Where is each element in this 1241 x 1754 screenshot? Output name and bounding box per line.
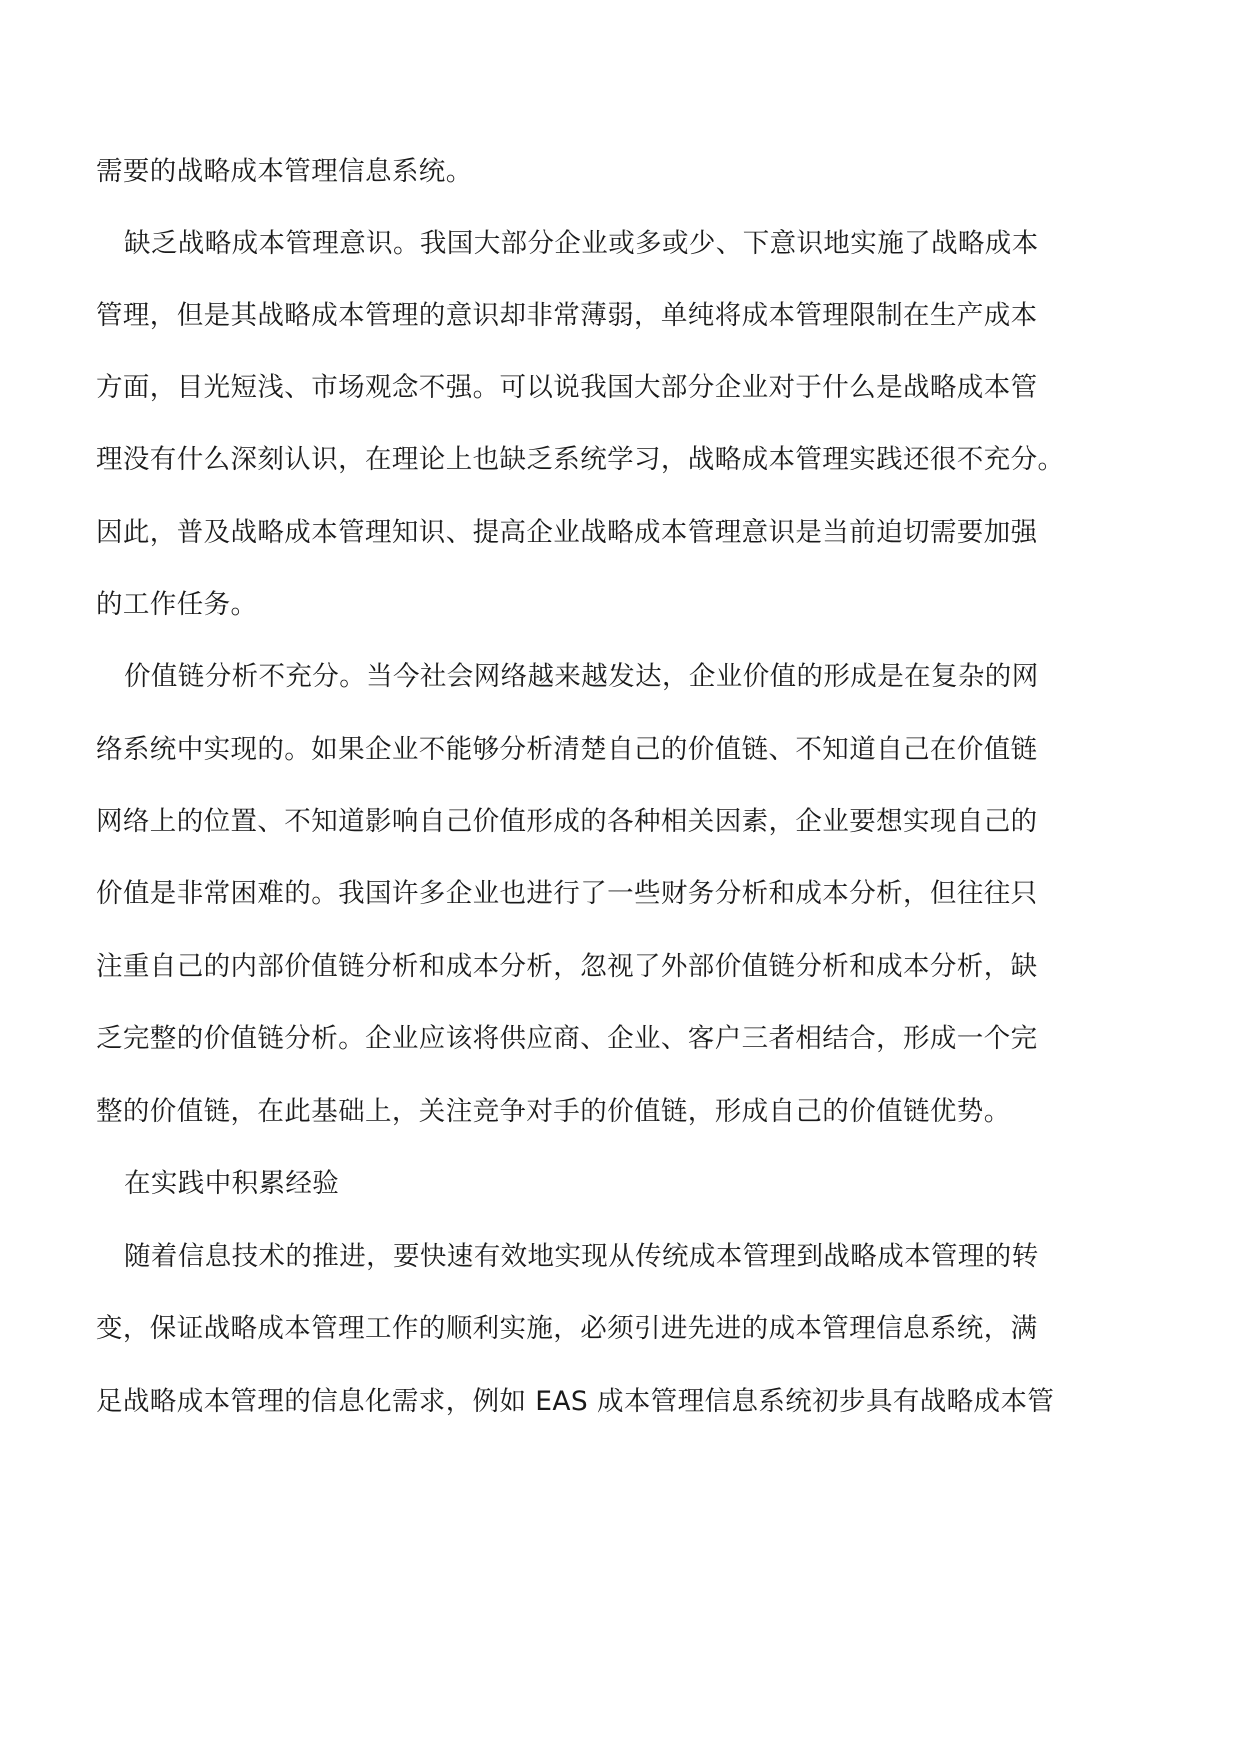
text-line-17: 变，保证战略成本管理工作的顺利实施，必须引进先进的成本管理信息系统，满 xyxy=(96,1313,1038,1344)
text-line-9: 络系统中实现的。如果企业不能够分析清楚自己的价值链、不知道自己在价值链 xyxy=(96,734,1038,765)
text-line-2: 缺乏战略成本管理意识。我国大部分企业或多或少、下意识地实施了战略成本 xyxy=(124,228,1039,259)
text-line-14: 整的价值链，在此基础上，关注竞争对手的价值链，形成自己的价值链优势。 xyxy=(96,1096,1011,1127)
text-line-1: 需要的战略成本管理信息系统。 xyxy=(96,156,473,187)
text-line-6: 因此，普及战略成本管理知识、提高企业战略成本管理意识是当前迫切需要加强 xyxy=(96,517,1038,548)
text-line-12: 注重自己的内部价值链分析和成本分析，忽视了外部价值链分析和成本分析，缺 xyxy=(96,951,1038,982)
text-line-18: 足战略成本管理的信息化需求，例如 EAS 成本管理信息系统初步具有战略成本管 xyxy=(96,1386,1055,1417)
text-line-4: 方面，目光短浅、市场观念不强。可以说我国大部分企业对于什么是战略成本管 xyxy=(96,372,1038,403)
section-heading: 在实践中积累经验 xyxy=(124,1168,340,1199)
text-line-10: 网络上的位置、不知道影响自己价值形成的各种相关因素，企业要想实现自己的 xyxy=(96,806,1038,837)
text-line-8: 价值链分析不充分。当今社会网络越来越发达，企业价值的形成是在复杂的网 xyxy=(124,661,1039,692)
text-line-16: 随着信息技术的推进，要快速有效地实现从传统成本管理到战略成本管理的转 xyxy=(124,1241,1039,1272)
text-line-11: 价值是非常困难的。我国许多企业也进行了一些财务分析和成本分析，但往往只 xyxy=(96,878,1038,909)
text-line-7: 的工作任务。 xyxy=(96,589,258,620)
text-line-13: 乏完整的价值链分析。企业应该将供应商、企业、客户三者相结合，形成一个完 xyxy=(96,1023,1038,1054)
text-line-5: 理没有什么深刻认识，在理论上也缺乏系统学习，战略成本管理实践还很不充分。 xyxy=(96,444,1065,475)
text-line-3: 管理，但是其战略成本管理的意识却非常薄弱，单纯将成本管理限制在生产成本 xyxy=(96,300,1038,331)
